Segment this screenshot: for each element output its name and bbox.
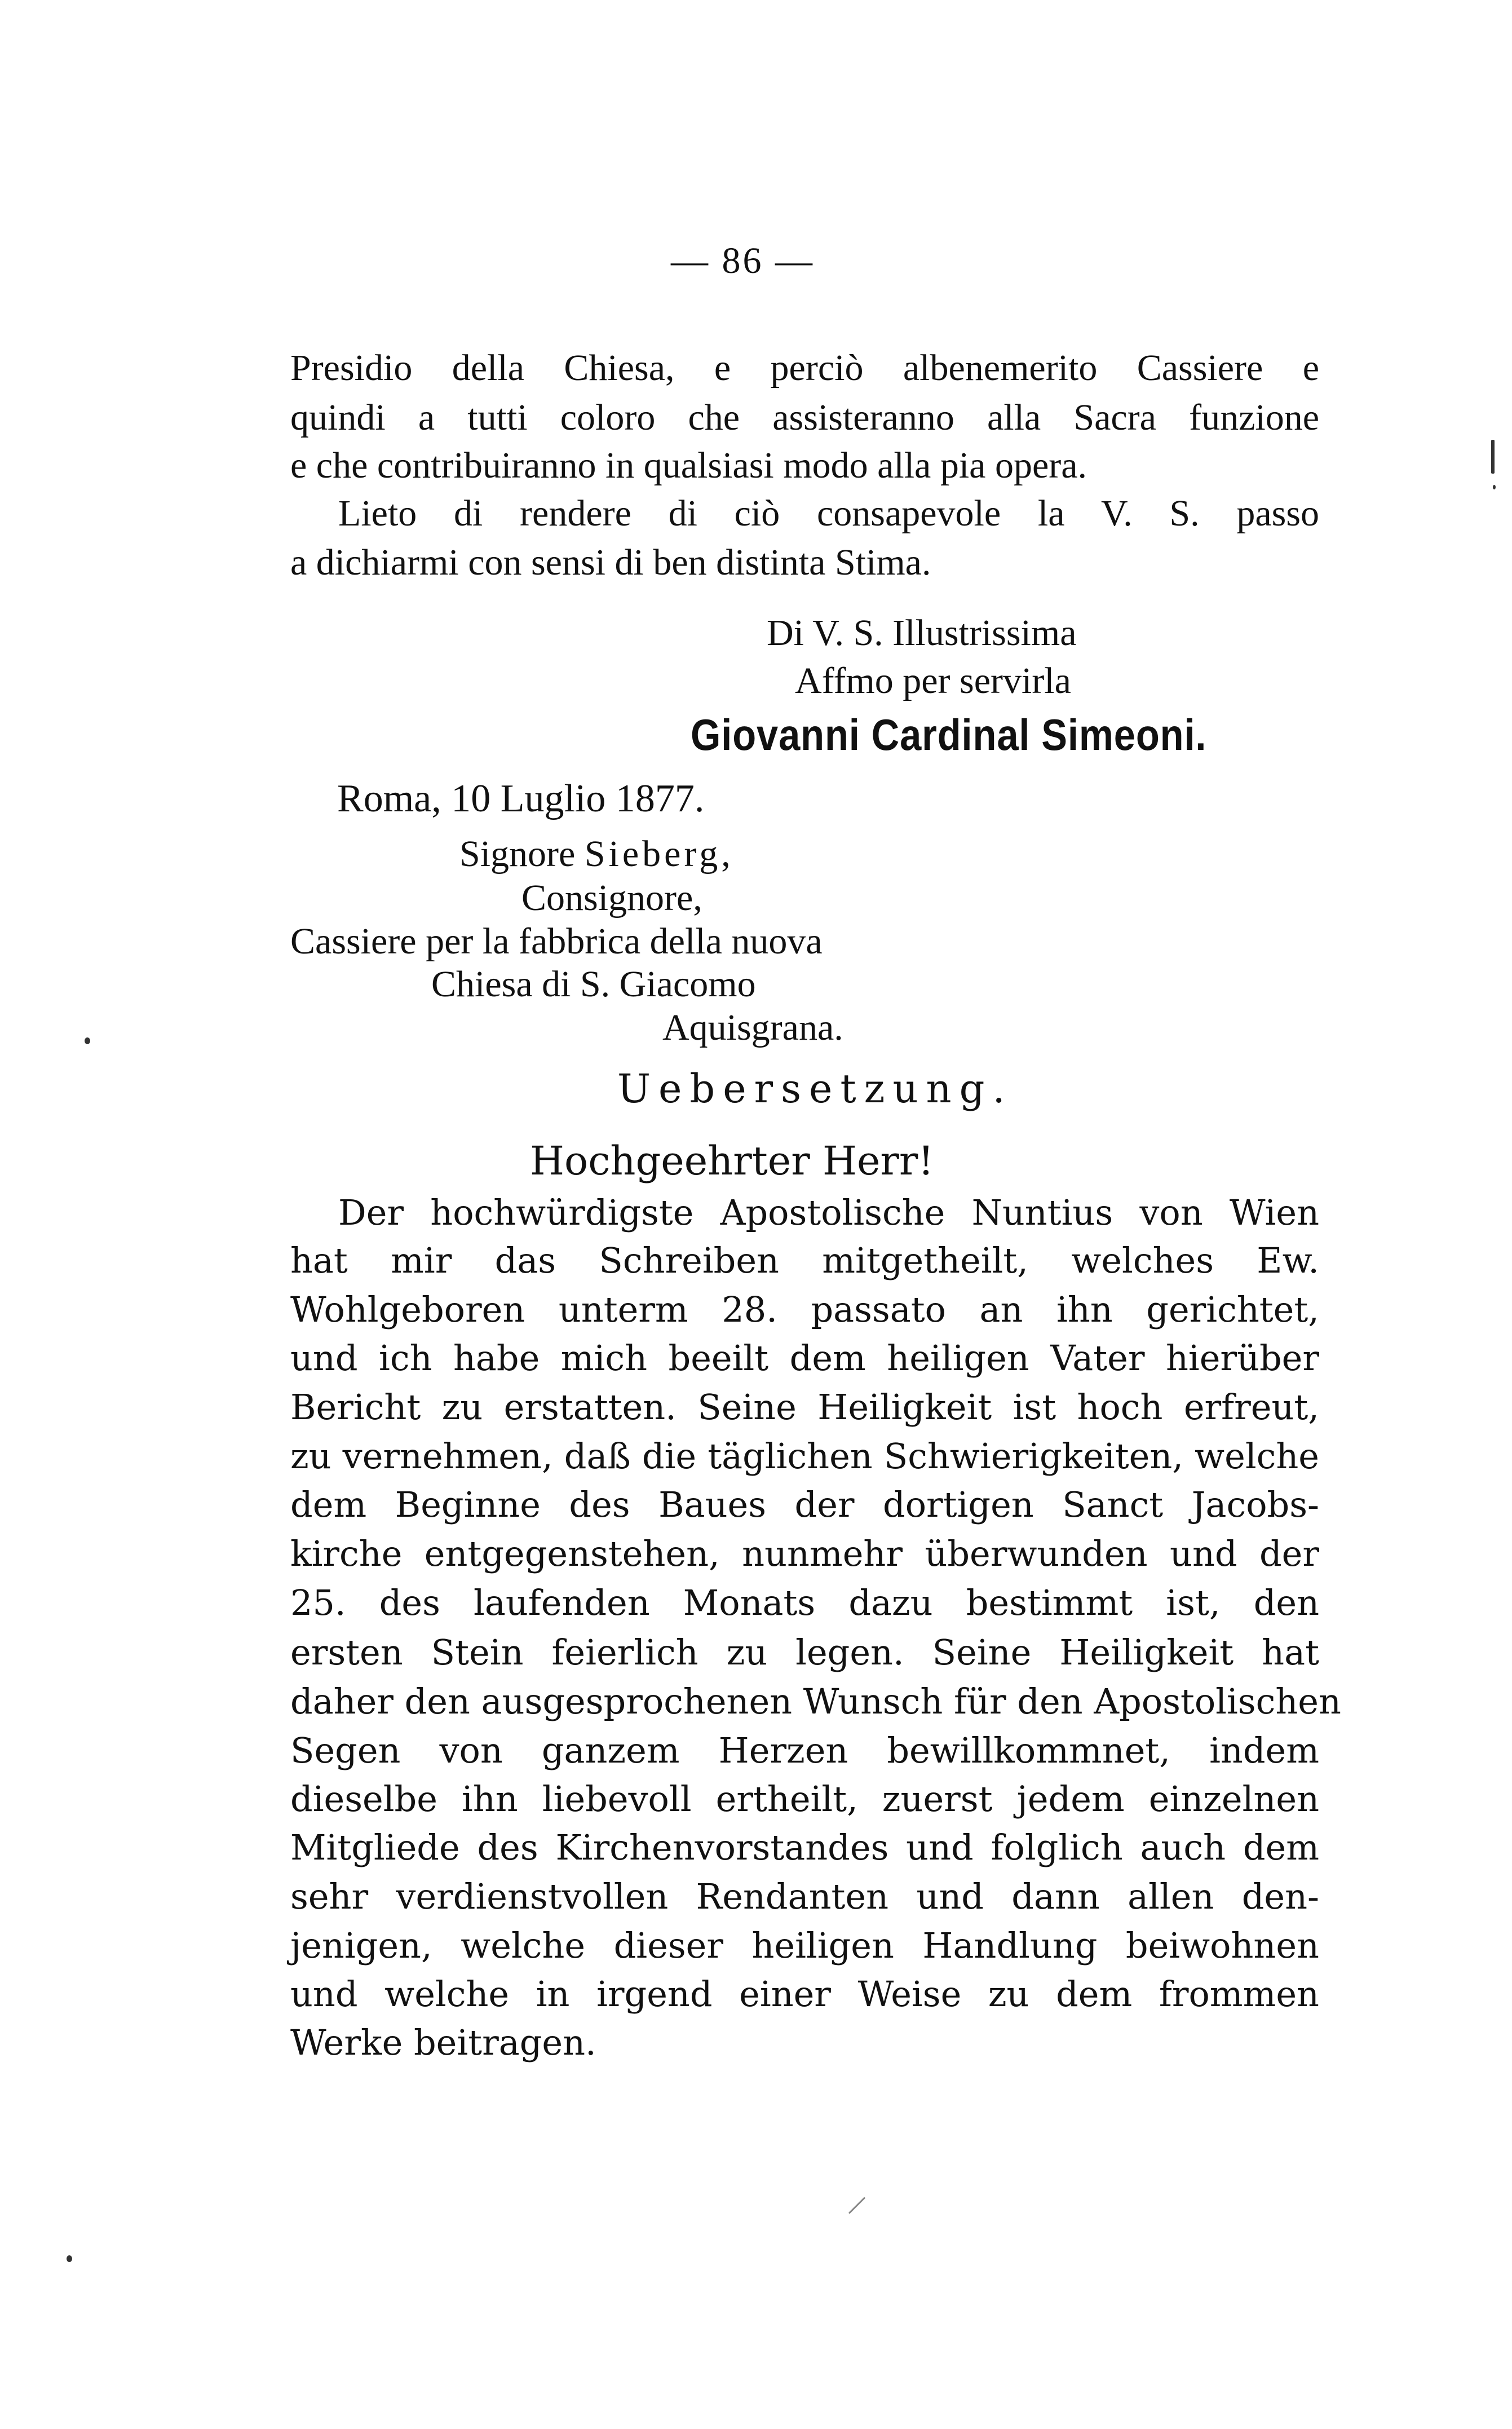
- german-line: zu vernehmen, daß die täglichen Schwierigkeiten, welche: [290, 1436, 1319, 1477]
- german-line: Mitgliede des Kirchenvorstandes und folglich auch dem: [290, 1827, 1319, 1868]
- translation-heading: Uebersetzung.: [617, 1066, 1013, 1112]
- scan-mark: [67, 2255, 72, 2262]
- german-line: und ich habe mich beeilt dem heiligen Vater hierüber: [290, 1337, 1319, 1379]
- german-line: daher den ausgesprochenen Wunsch für den Apostolischen: [290, 1681, 1341, 1722]
- address-line: Cassiere per la fabbrica della nuova: [290, 921, 823, 962]
- scan-mark: [1493, 485, 1496, 489]
- scan-mark: [1491, 440, 1495, 474]
- scan-mark: [848, 2197, 865, 2214]
- address-title: Signore: [459, 833, 576, 875]
- german-line: kirche entgegenstehen, nunmehr überwunden und der: [290, 1533, 1319, 1574]
- italian-line: a dichiarmi con sensi di ben distinta Stima.: [290, 542, 931, 583]
- closing-line: Di V. S. Illustrissima: [767, 612, 1077, 653]
- german-line: Wohlgeboren unterm 28. passato an ihn gerichtet,: [290, 1289, 1319, 1330]
- salutation: Hochgeehrter Herr!: [530, 1138, 934, 1184]
- german-line: hat mir das Schreiben mitgetheilt, welches Ew.: [290, 1240, 1319, 1281]
- italian-line: quindi a tutti coloro che assisteranno alla Sacra funzione: [290, 397, 1319, 438]
- address-name: Sieberg: [584, 833, 722, 875]
- german-line: ersten Stein feierlich zu legen. Seine Heiligkeit hat: [290, 1632, 1319, 1673]
- address-comma: ,: [721, 833, 731, 875]
- german-line: dieselbe ihn liebevoll ertheilt, zuerst jedem einzelnen: [290, 1778, 1319, 1819]
- signature: Giovanni Cardinal Simeoni.: [691, 710, 1207, 759]
- address-line: Aquisgrana.: [662, 1007, 843, 1048]
- german-line: Segen von ganzem Herzen bewillkommnet, indem: [290, 1730, 1319, 1771]
- page-number: — 86 —: [671, 240, 815, 281]
- address-line: Consignore,: [521, 877, 702, 918]
- german-line: dem Beginne des Baues der dortigen Sanct Jacobs-: [290, 1484, 1319, 1525]
- scan-mark: [85, 1037, 90, 1044]
- german-line: sehr verdienstvollen Rendanten und dann allen den-: [290, 1876, 1319, 1917]
- german-line: 25. des laufenden Monats dazu bestimmt ist, den: [290, 1582, 1319, 1623]
- italian-line: Lieto di rendere di ciò consapevole la V. S. passo: [338, 493, 1319, 534]
- address-line: Chiesa di S. Giacomo: [431, 964, 756, 1005]
- italian-line: Presidio della Chiesa, e perciò albenemerito Cassiere e: [290, 347, 1319, 388]
- italian-line: e che contribuiranno in qualsiasi modo alla pia opera.: [290, 445, 1087, 486]
- german-line: Bericht zu erstatten. Seine Heiligkeit ist hoch erfreut,: [290, 1386, 1319, 1428]
- date-line: Roma, 10 Luglio 1877.: [337, 777, 705, 820]
- german-line: Der hochwürdigste Apostolische Nuntius von Wien: [338, 1192, 1319, 1233]
- german-line: Werke beitragen.: [290, 2022, 596, 2063]
- german-line: jenigen, welche dieser heiligen Handlung beiwohnen: [290, 1925, 1319, 1966]
- german-line: und welche in irgend einer Weise zu dem frommen: [290, 1973, 1319, 2015]
- closing-line: Affmo per servirla: [795, 660, 1071, 701]
- address-line: [459, 833, 731, 875]
